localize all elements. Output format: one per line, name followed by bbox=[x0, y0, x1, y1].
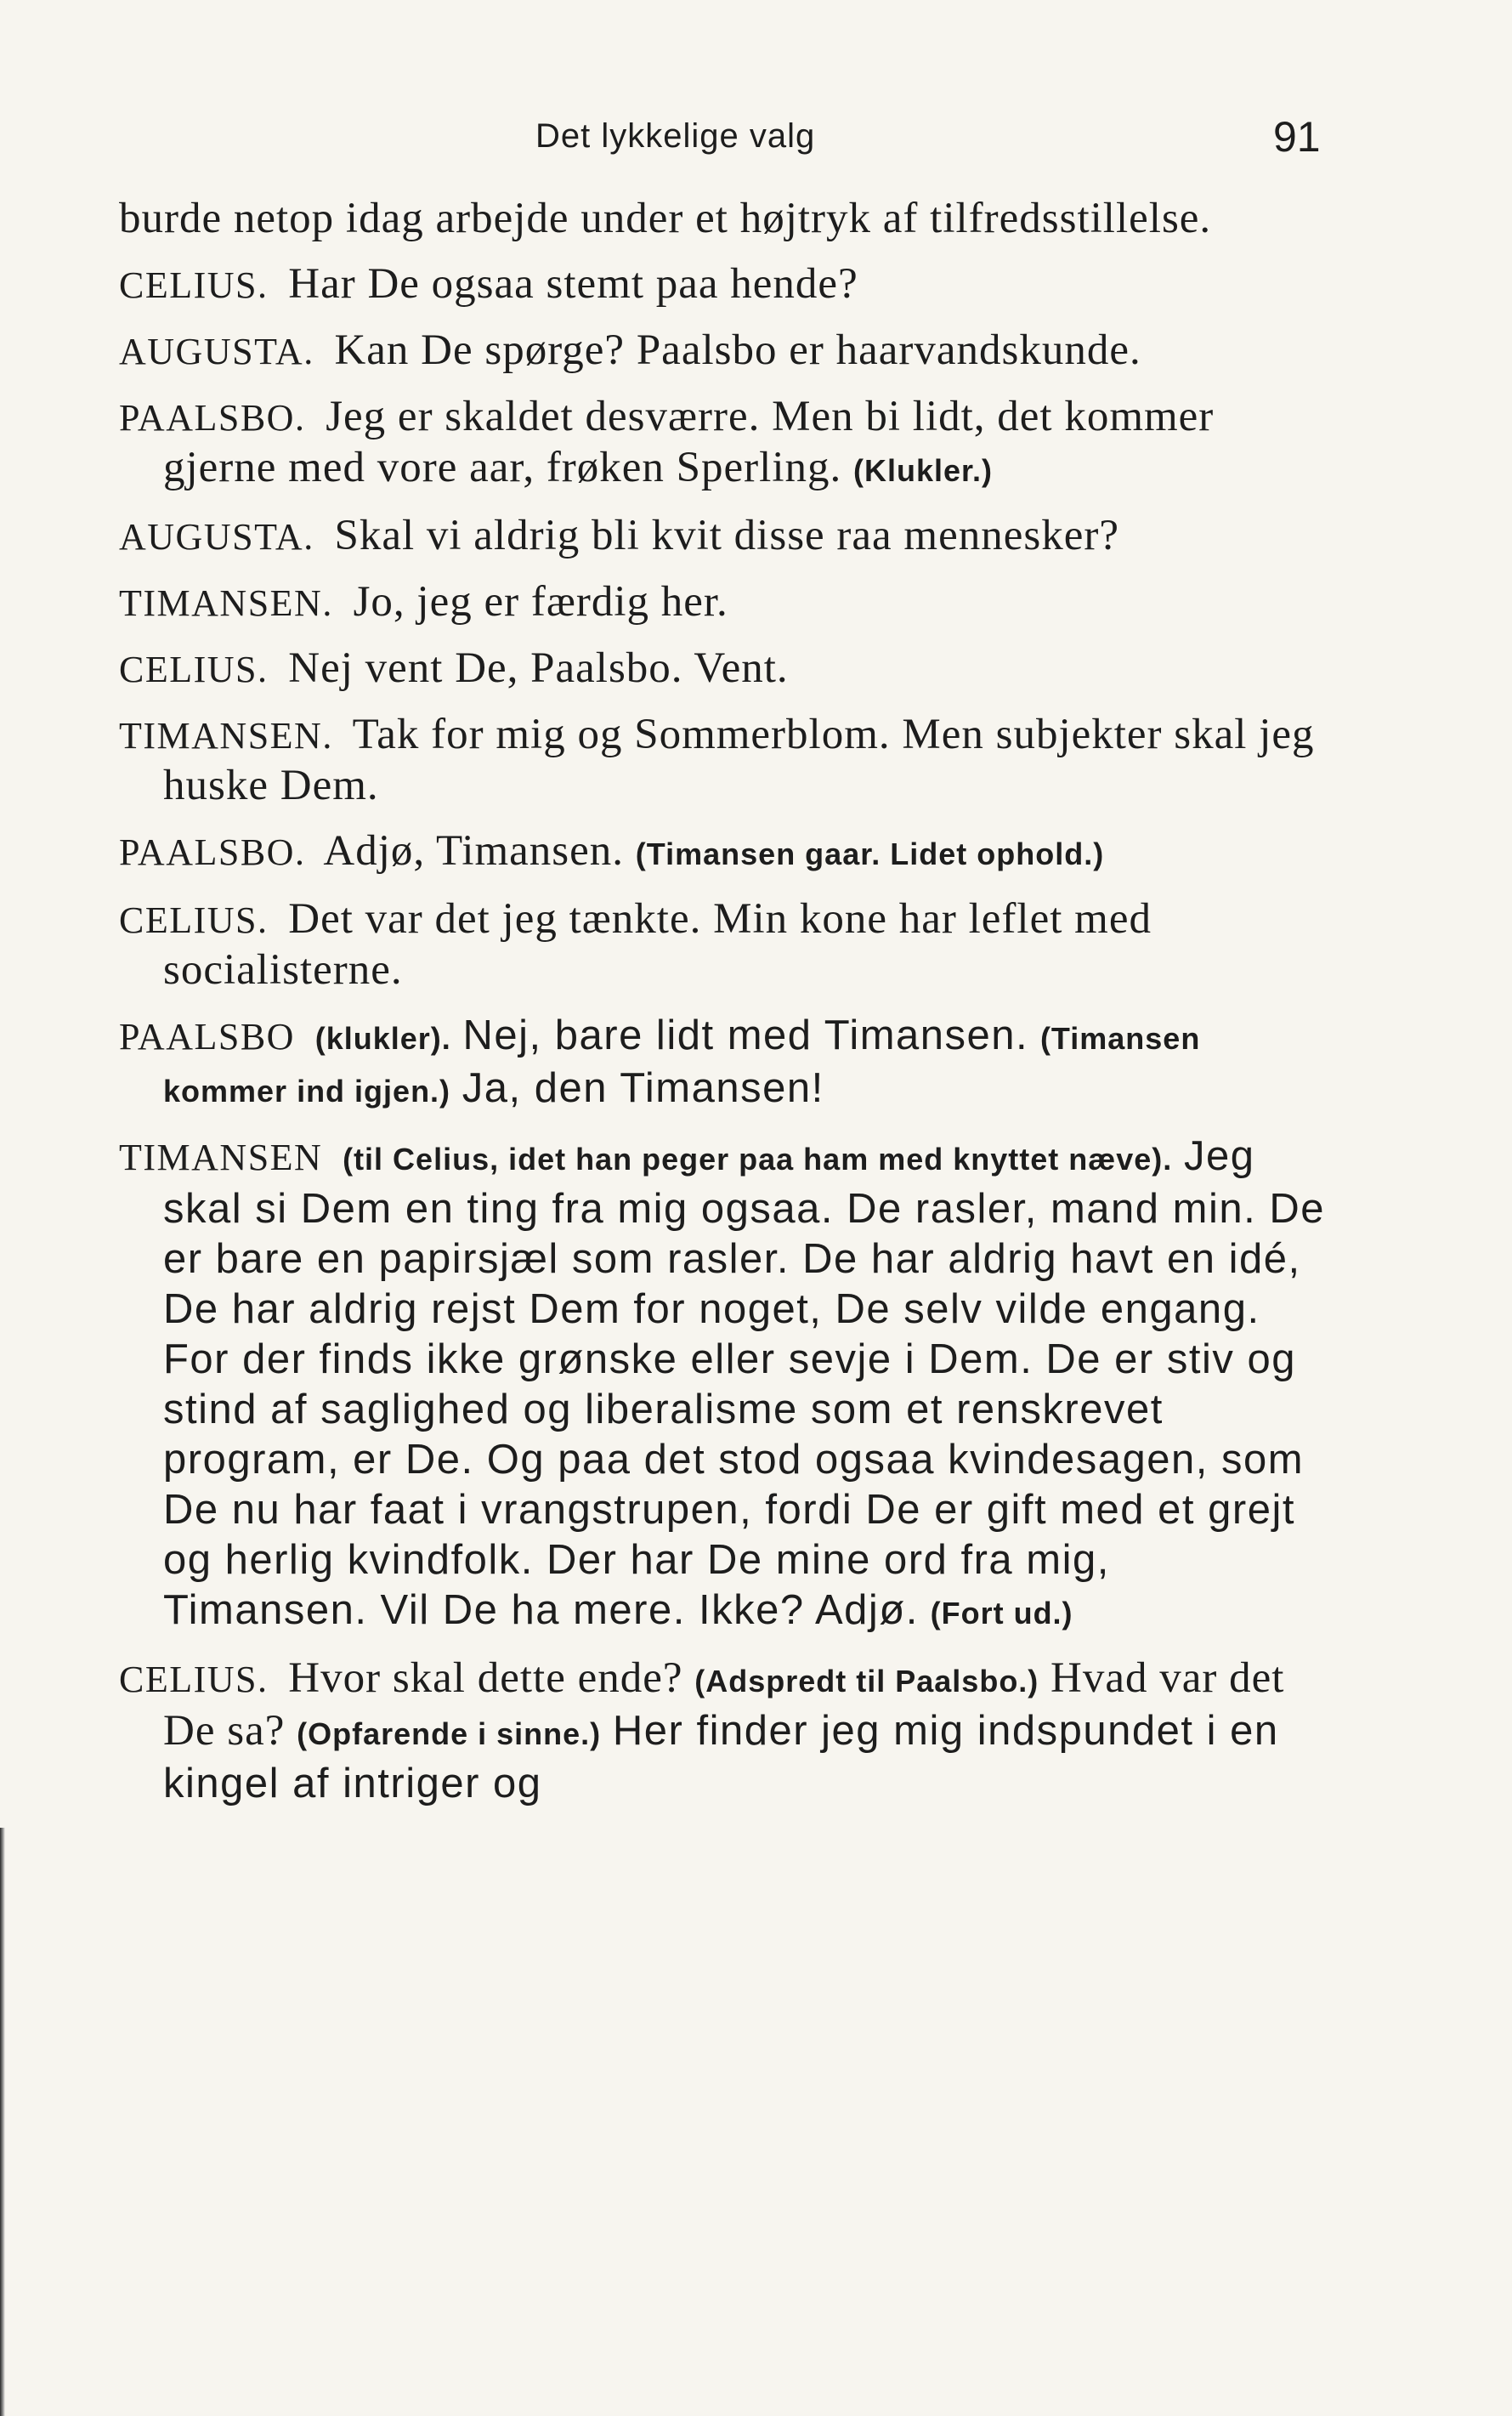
speaker-name: CELIUS. bbox=[119, 899, 269, 941]
paragraph bbox=[119, 326, 1326, 377]
speaker-name: CELIUS. bbox=[119, 264, 269, 306]
paragraph-text: Hvad var det De sa? bbox=[163, 1654, 1285, 1755]
paragraph-text: Det var det jeg tænkte. Min kone har leflet med socialisterne. bbox=[163, 895, 1152, 994]
paragraph-text: Hvor skal dette ende? bbox=[288, 1654, 683, 1702]
paragraph bbox=[119, 826, 1326, 879]
stage-direction: (Timansen gaar. Lidet ophold.) bbox=[635, 837, 1105, 871]
speaker-name: AUGUSTA. bbox=[119, 331, 314, 372]
paragraph bbox=[119, 894, 1326, 995]
paragraph-text: Har De ogsaa stemt paa hende? bbox=[288, 260, 858, 308]
paragraph-text: burde netop idag arbejde under et højtryk af tilfredsstillelse. bbox=[119, 195, 1212, 242]
stage-direction: (Timansen kommer ind igjen.) bbox=[163, 1021, 1201, 1109]
paragraph bbox=[119, 1011, 1326, 1116]
paragraph-text: Jeg skal si Dem en ting fra mig ogsaa. De rasler, mand min. De er bare en papirsjæl som rasler. De har aldrig havt en idé, De har aldrig rejst Dem for noget, De selv vilde engang. For der finds ikke grønske eller sevje i Dem. De er stiv og stind af saglighed og liberalisme som et renskrevet program, er De. Og paa det stod ogsaa kvindesagen, som De nu har faat i vrangstrupen, fordi De er gift med et grejt og herlig kvindfolk. Der har De mine ord fra mig, Timansen. Vil De ha mere. Ikke? Adjø. bbox=[163, 1133, 1325, 1633]
paragraph-text: Jo, jeg er færdig her. bbox=[353, 578, 728, 626]
speaker-name: PAALSBO bbox=[119, 1016, 295, 1058]
paragraph bbox=[119, 194, 1326, 244]
speaker-name: TIMANSEN bbox=[119, 1137, 323, 1178]
speaker-name: CELIUS. bbox=[119, 1659, 269, 1700]
page-number: 91 bbox=[1273, 113, 1321, 161]
paragraph bbox=[119, 1131, 1326, 1638]
stage-direction: (Opfarende i sinne.) bbox=[297, 1716, 602, 1751]
paragraph-text: Skal vi aldrig bli kvit disse raa mennesker? bbox=[334, 512, 1119, 559]
speaker-name: TIMANSEN. bbox=[119, 582, 333, 624]
paragraph-text: Her finder jeg mig indspundet i en kingel af intriger og bbox=[163, 1708, 1279, 1806]
paragraph bbox=[119, 644, 1326, 695]
paragraph bbox=[119, 1653, 1326, 1809]
stage-direction: (Adspredt til Paalsbo.) bbox=[694, 1664, 1039, 1699]
paragraph bbox=[119, 577, 1326, 628]
stage-direction: (Fort ud.) bbox=[930, 1596, 1073, 1631]
speaker-name: TIMANSEN. bbox=[119, 715, 333, 757]
paragraph bbox=[119, 511, 1326, 562]
body-text bbox=[119, 194, 1326, 1824]
paragraph-text: Jeg er skaldet desværre. Men bi lidt, det kommer gjerne med vore aar, frøken Sperling. bbox=[163, 393, 1215, 491]
paragraph-text: Nej vent De, Paalsbo. Vent. bbox=[288, 644, 789, 692]
paragraph-text: Tak for mig og Sommerblom. Men subjekter skal jeg huske Dem. bbox=[163, 711, 1315, 809]
speaker-name: AUGUSTA. bbox=[119, 516, 314, 558]
paragraph bbox=[119, 259, 1326, 310]
paragraph-text: Ja, den Timansen! bbox=[462, 1065, 824, 1111]
paragraph-text: Kan De spørge? Paalsbo er haarvandskunde. bbox=[334, 326, 1141, 374]
speaker-name: PAALSBO. bbox=[119, 397, 306, 439]
book-spine-shadow bbox=[0, 1828, 5, 2416]
paragraph bbox=[119, 392, 1326, 496]
page-header bbox=[0, 113, 1512, 168]
paragraph-text: Adjø, Timansen. bbox=[323, 827, 625, 875]
speaker-name: PAALSBO. bbox=[119, 831, 306, 873]
paragraph-text: Nej, bare lidt med Timansen. bbox=[462, 1012, 1029, 1058]
stage-direction: (Klukler.) bbox=[853, 453, 994, 488]
speaker-name: CELIUS. bbox=[119, 649, 269, 690]
stage-direction: (klukler). bbox=[314, 1021, 451, 1056]
paragraph bbox=[119, 710, 1326, 811]
running-title: Det lykkelige valg bbox=[535, 117, 816, 155]
stage-direction: (til Celius, idet han peger paa ham med knyttet næve). bbox=[343, 1142, 1173, 1177]
